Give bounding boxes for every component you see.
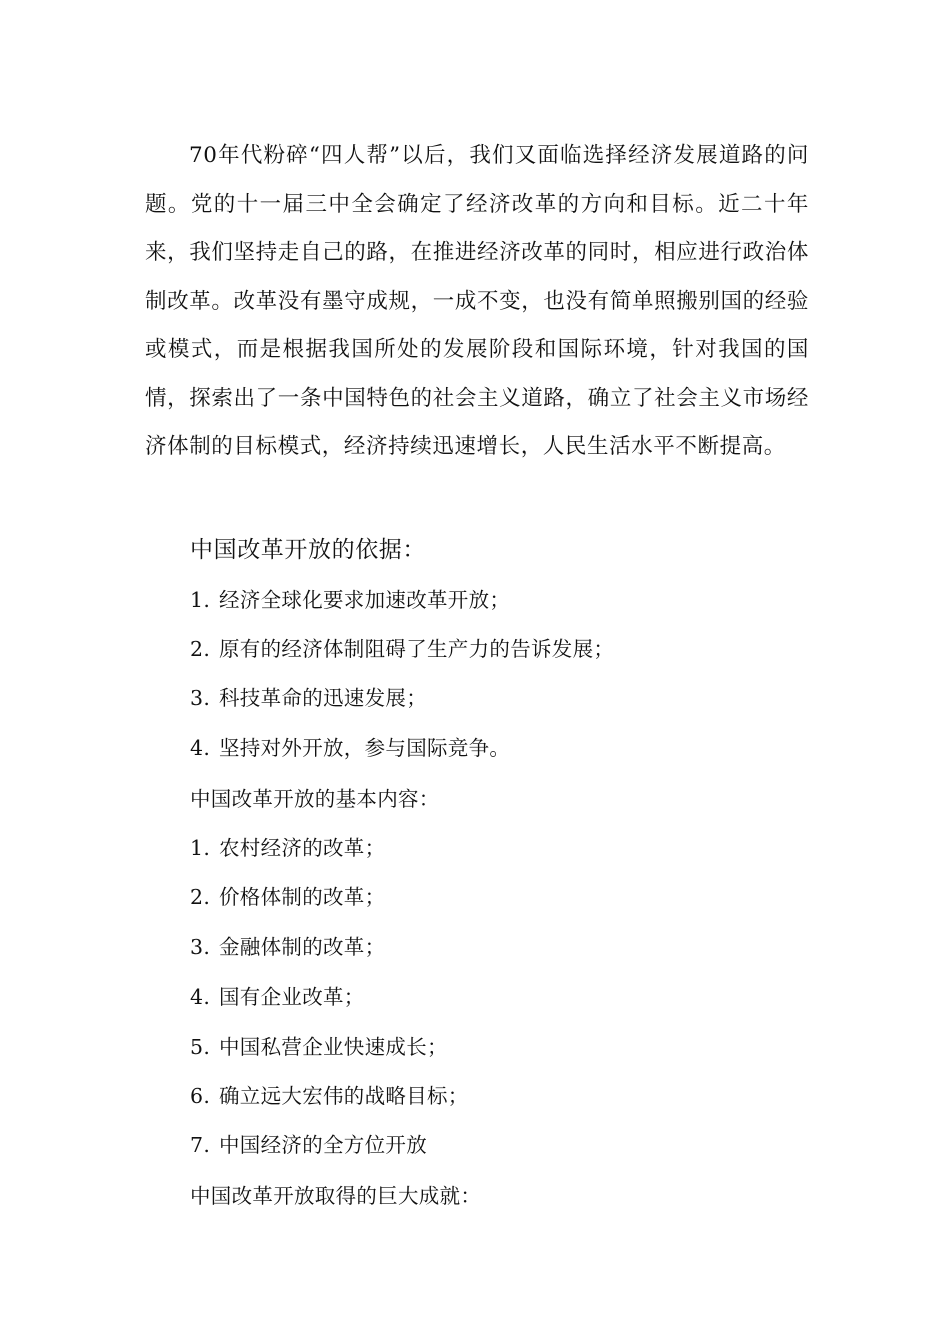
content-list-item [190, 1130, 427, 1160]
list-text: 确立远大宏伟的战略目标； [219, 1084, 469, 1108]
intro-paragraph: 70年代粉碎“四人帮”以后，我们又面临选择经济发展道路的问题。党的十一届三中全会确定了经济改革的方向和目标。近二十年来，我们坚持走自己的路，在推进经济改革的同时，相应进行政治体制改革。改革没有墨守成规，一成不变，也没有简单照搬别国的经验或模式，而是根据我国所处的发展阶段和国际环境，针对我国的国情，探索出了一条中国特色的社会主义道路，确立了社会主义市场经济体制的目标模式，经济持续迅速增长，人民生活水平不断提高。 [145, 143, 809, 459]
basis-list-item [190, 634, 614, 664]
list-text: 农村经济的改革； [219, 836, 386, 860]
list-text: 价格体制的改革； [219, 885, 386, 909]
achievements-heading: 中国改革开放取得的巨大成就： [190, 1184, 482, 1208]
basis-heading: 中国改革开放的依据： [190, 537, 426, 563]
basis-list-item [190, 683, 427, 713]
list-number: 3. [190, 935, 211, 959]
list-number: 4. [190, 985, 211, 1009]
content-heading: 中国改革开放的基本内容： [190, 787, 440, 811]
list-number: 2. [190, 637, 211, 661]
content-list-item [190, 882, 385, 912]
content-list-item [190, 833, 385, 863]
list-text: 金融体制的改革； [219, 935, 386, 959]
list-text: 中国经济的全方位开放 [219, 1133, 427, 1157]
list-text: 科技革命的迅速发展； [219, 686, 427, 710]
list-number: 4. [190, 736, 211, 760]
content-list-item [190, 982, 365, 1012]
basis-list-item [190, 585, 510, 615]
list-number: 1. [190, 836, 211, 860]
content-list-item [190, 1081, 469, 1111]
list-number: 5. [190, 1035, 211, 1059]
list-text: 国有企业改革； [219, 985, 365, 1009]
basis-list-item [190, 733, 510, 763]
list-text: 坚持对外开放，参与国际竞争。 [219, 736, 511, 760]
list-number: 6. [190, 1084, 211, 1108]
content-list-item [190, 932, 385, 962]
list-text: 原有的经济体制阻碍了生产力的告诉发展； [219, 637, 615, 661]
list-number: 3. [190, 686, 211, 710]
content-list-item [190, 1032, 448, 1062]
list-text: 经济全球化要求加速改革开放； [219, 588, 511, 612]
list-number: 2. [190, 885, 211, 909]
list-text: 中国私营企业快速成长； [219, 1035, 448, 1059]
list-number: 1. [190, 588, 211, 612]
list-number: 7. [190, 1133, 211, 1157]
